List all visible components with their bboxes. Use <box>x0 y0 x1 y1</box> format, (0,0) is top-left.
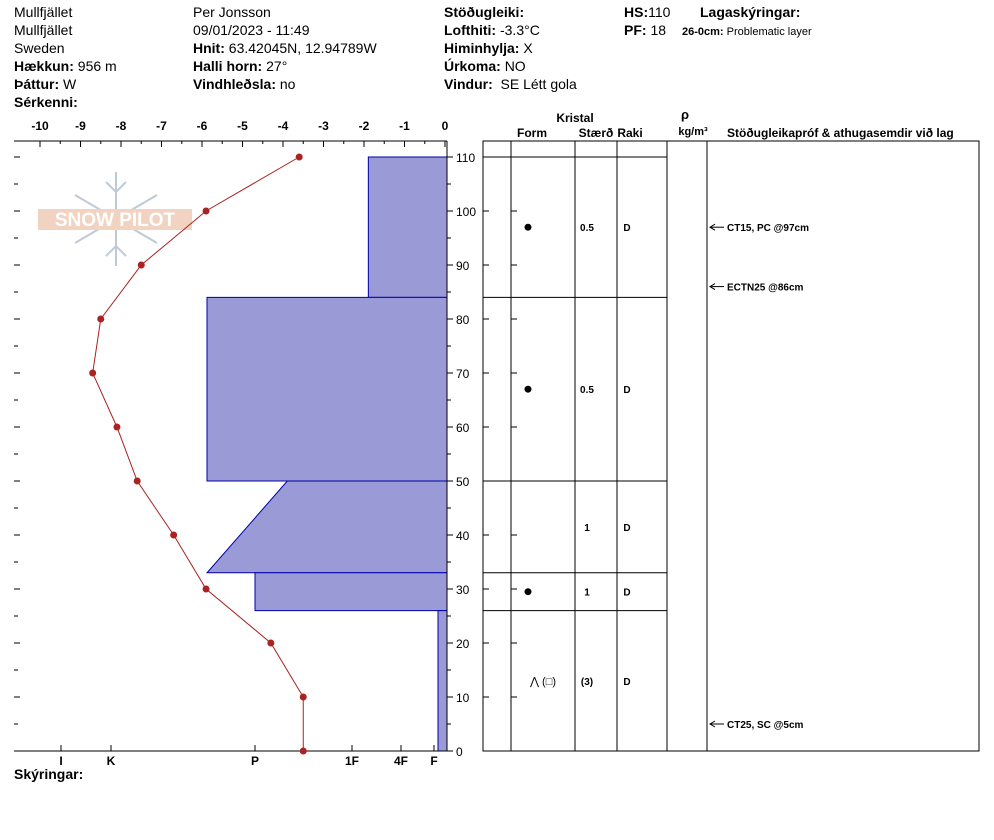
grain-form-symbol: ⋀ (□) <box>529 675 557 688</box>
temp-tick-label: -2 <box>358 119 370 133</box>
aspect-label: Þáttur: <box>14 76 60 92</box>
elevation-value: 956 m <box>77 58 117 74</box>
problem-layer-depth: 26-0cm: <box>682 26 724 38</box>
coords-value: 63.42045N, 12.94789W <box>228 40 377 56</box>
temp-point <box>97 316 104 323</box>
hardness-layer-4 <box>438 611 447 751</box>
layer-table <box>483 107 979 751</box>
pf-value: 18 <box>650 22 667 38</box>
stability-label: Stöðugleiki: <box>444 4 525 20</box>
sky-label: Himinhylja: <box>444 40 520 56</box>
height-tick-label: 0 <box>456 745 463 759</box>
temp-tick-label: -10 <box>31 119 49 133</box>
pf-label: PF: <box>624 22 647 38</box>
temp-tick-label: -3 <box>318 119 329 133</box>
precip-value: NO <box>504 58 526 74</box>
temp-point <box>89 370 96 377</box>
temp-point <box>296 154 303 161</box>
moisture-value: D <box>623 223 631 235</box>
temp-point <box>203 586 210 593</box>
height-tick-label: 100 <box>456 205 477 219</box>
features-label: Sérkenni: <box>14 94 78 110</box>
header-rho: ρ <box>680 107 690 122</box>
header-crystal: Kristal <box>556 111 594 125</box>
rounded-grain-icon <box>525 588 532 595</box>
temp-tick-label: -5 <box>237 119 248 133</box>
height-tick-label: 50 <box>456 475 470 489</box>
hardness-tick-label: 1F <box>344 754 360 768</box>
stability-tests <box>710 223 809 731</box>
hardness-tick-label: I <box>59 754 63 768</box>
slope-label: Halli horn: <box>193 58 263 74</box>
temp-tick-label: -6 <box>196 119 208 133</box>
hardness-layer-3 <box>255 573 447 611</box>
height-tick-label: 40 <box>456 529 470 543</box>
moisture-value: D <box>623 385 631 397</box>
header-form: Form <box>517 126 547 140</box>
test-result-text: CT25, SC @5cm <box>727 720 804 731</box>
location-line-1: Mullfjället <box>14 4 73 20</box>
height-tick-label: 80 <box>456 313 470 327</box>
hardness-profile <box>207 157 447 751</box>
moisture-value: D <box>623 522 631 534</box>
air-temp-value: -3.3°C <box>499 22 540 38</box>
temp-tick-label: -9 <box>75 119 86 133</box>
temp-tick-label: 0 <box>441 119 449 133</box>
grain-size-value: 0.5 <box>580 385 594 397</box>
height-tick-label: 30 <box>456 583 470 597</box>
datetime: 09/01/2023 - 11:49 <box>193 22 310 38</box>
wind-value: SE Létt gola <box>500 76 577 92</box>
hardness-layer-1 <box>207 297 447 481</box>
legend-label: Lagaskýringar: <box>700 4 801 20</box>
country: Sweden <box>14 40 65 56</box>
snowpilot-logo <box>38 172 192 266</box>
moisture-value: D <box>623 676 631 688</box>
temp-point <box>300 694 307 701</box>
height-tick-label: 90 <box>456 259 470 273</box>
slope-value: 27° <box>266 58 288 74</box>
temperature-axis <box>31 119 448 147</box>
observer: Per Jonsson <box>193 4 271 20</box>
precip-label: Úrkoma: <box>444 58 501 74</box>
height-tick-label: 60 <box>456 421 470 435</box>
grain-size-value: 1 <box>584 522 590 534</box>
test-result-text: CT15, PC @97cm <box>727 223 810 235</box>
temp-tick-label: -8 <box>115 119 127 133</box>
test-result-text: ECTN25 @86cm <box>727 282 804 294</box>
hs-value: 110 <box>648 4 671 20</box>
hardness-tick-label: F <box>430 754 438 768</box>
grain-size-value: (3) <box>580 676 594 688</box>
height-tick-label: 70 <box>456 367 470 381</box>
height-tick-label: 10 <box>456 691 470 705</box>
notes-label: Skýringar: <box>14 766 84 782</box>
rounded-grain-icon <box>525 224 532 231</box>
location-line-2: Mullfjället <box>14 22 73 38</box>
hardness-tick-label: P <box>250 754 260 768</box>
hardness-tick-label: 4F <box>393 754 409 768</box>
wind-loading-label: Vindhleðsla: <box>193 76 276 92</box>
rounded-grain-icon <box>525 386 532 393</box>
grain-size-value: 1 <box>584 587 590 599</box>
moisture-value: D <box>623 587 631 599</box>
hardness-tick-label: K <box>106 754 116 768</box>
temp-point <box>138 262 145 269</box>
elevation-label: Hækkun: <box>14 58 74 74</box>
aspect-value: W <box>63 76 77 92</box>
hardness-layer-0 <box>368 157 447 297</box>
temp-point <box>134 478 141 485</box>
temp-point <box>300 748 307 755</box>
wind-label: Vindur: <box>444 76 493 92</box>
header-size: Stærð <box>578 126 614 140</box>
temp-tick-label: -1 <box>399 119 410 133</box>
problem-layer-text: Problematic layer <box>726 26 812 38</box>
temp-point <box>267 640 274 647</box>
header-density-unit: kg/m³ <box>678 126 708 138</box>
wind-loading-value: no <box>279 76 296 92</box>
temp-tick-label: -7 <box>156 119 167 133</box>
grain-size-value: 0.5 <box>580 223 594 235</box>
temp-point <box>203 208 210 215</box>
header-tests: Stöðugleikapróf & athugasemdir við lag <box>727 126 954 140</box>
logo-text: SNOW PILOT <box>54 210 176 231</box>
height-tick-label: 110 <box>456 151 476 165</box>
header-moisture: Raki <box>617 126 643 140</box>
temp-point <box>113 424 120 431</box>
coords-label: Hnit: <box>193 40 225 56</box>
sky-value: X <box>523 40 533 56</box>
hardness-axis <box>59 745 437 768</box>
temp-tick-label: -4 <box>277 119 289 133</box>
temp-point <box>170 532 177 539</box>
hs-label: HS: <box>624 4 649 20</box>
air-temp-label: Lofthiti: <box>444 22 497 38</box>
height-tick-label: 20 <box>456 637 470 651</box>
hardness-layer-2 <box>207 481 447 573</box>
